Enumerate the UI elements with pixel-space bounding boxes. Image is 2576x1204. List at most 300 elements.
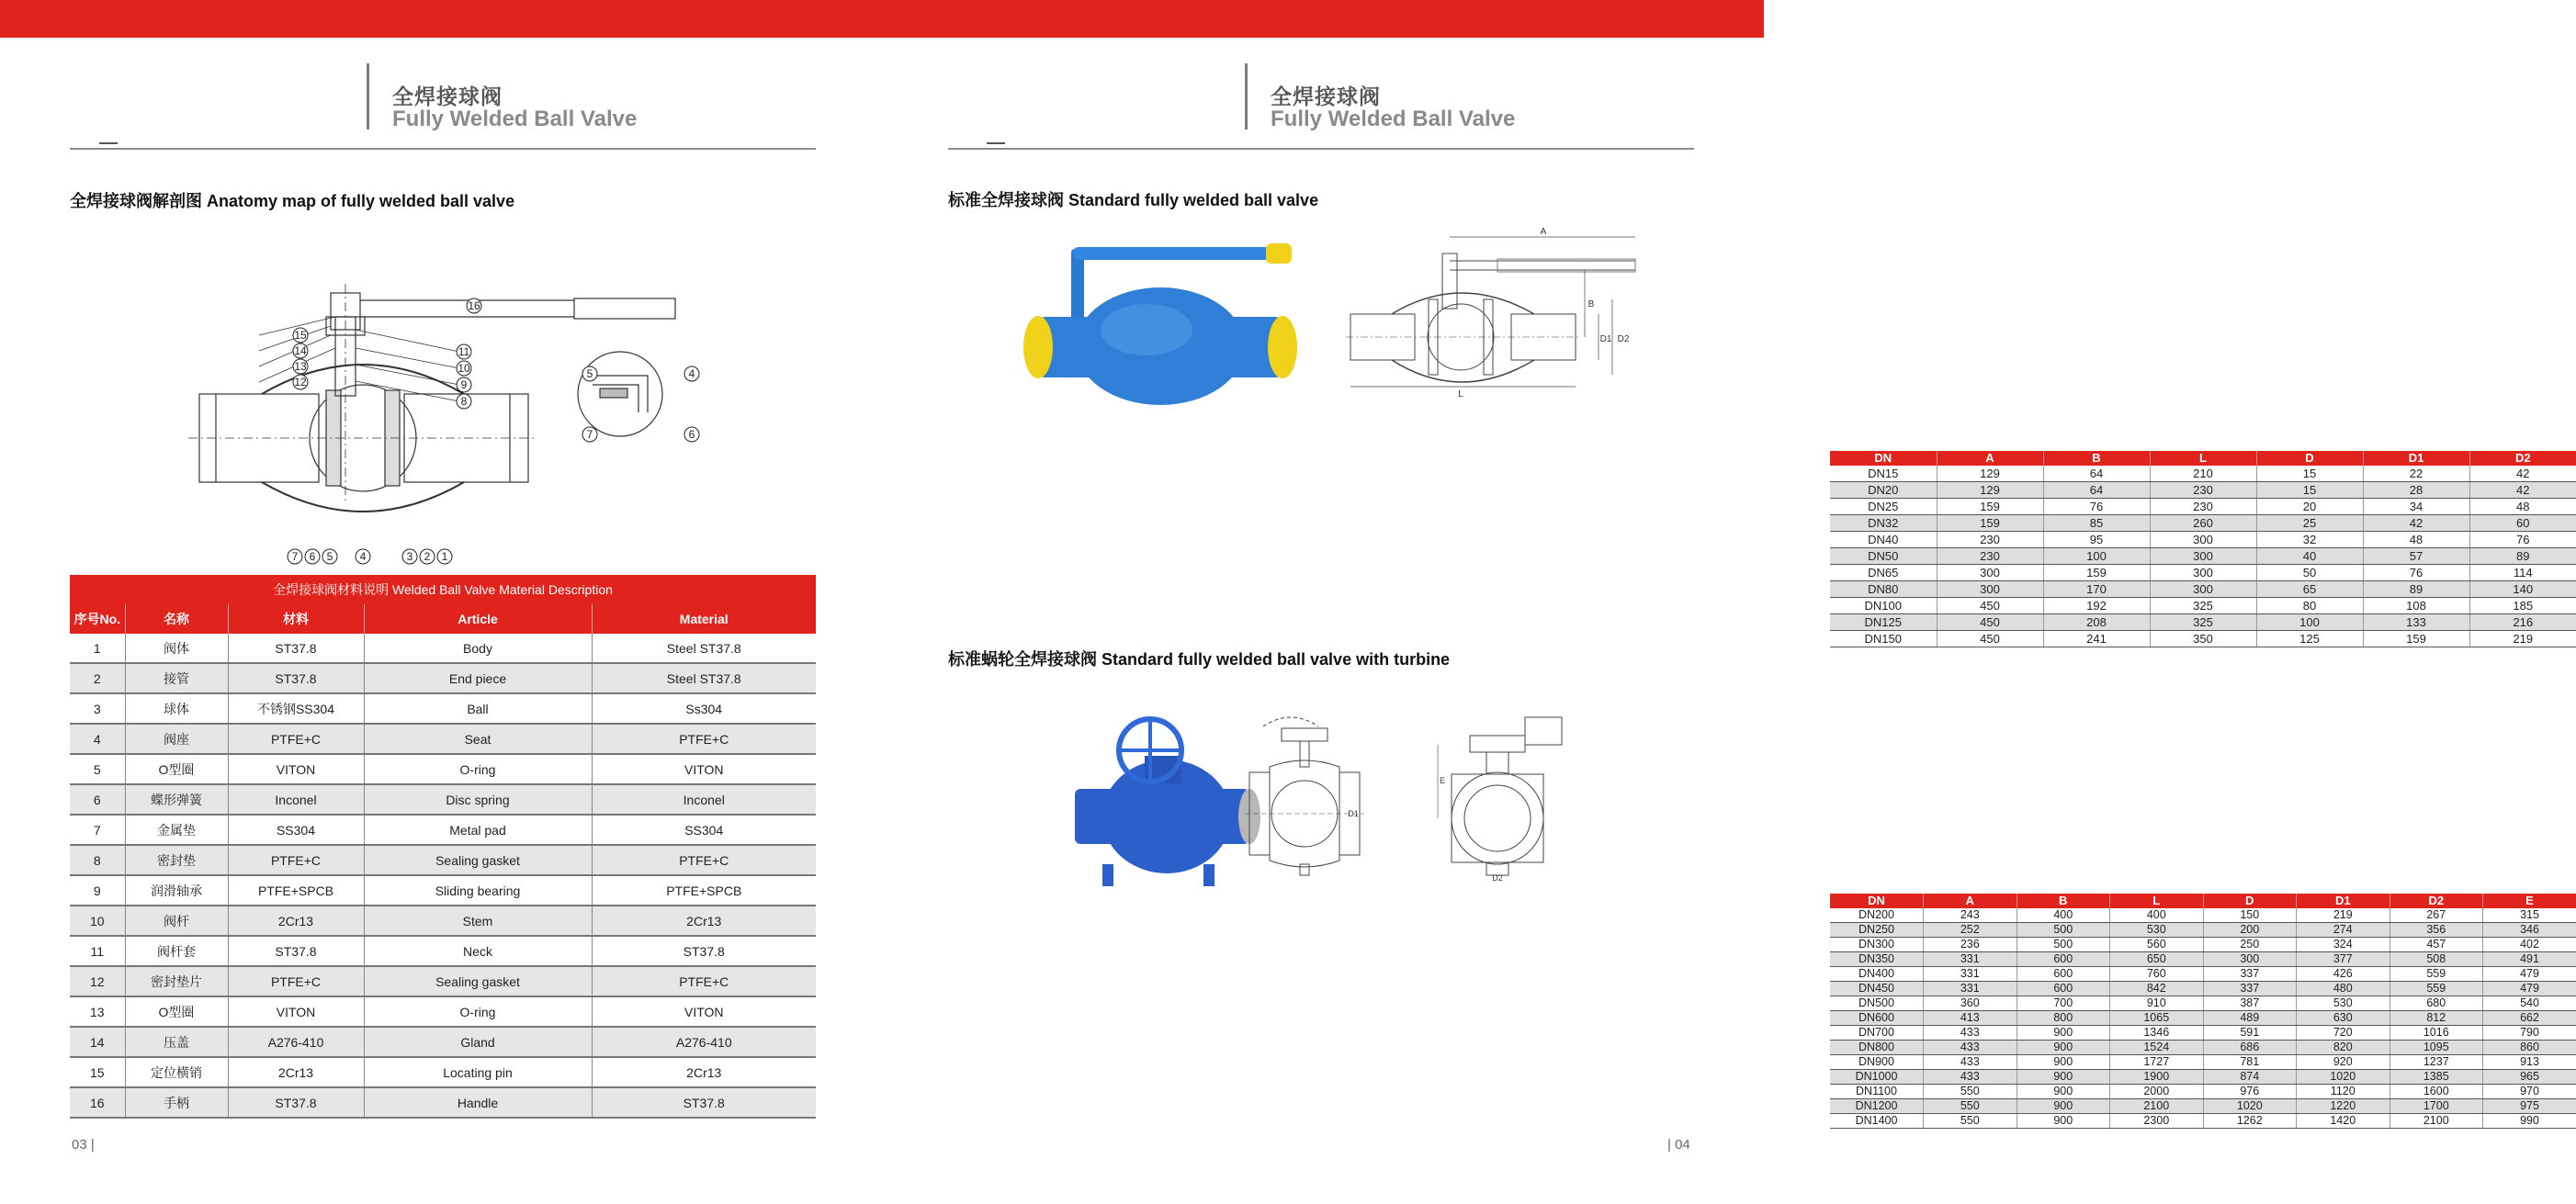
cell: 790 [2483,1026,2576,1041]
cell: 1 [70,634,125,663]
callout-15 [293,328,308,343]
table-row [1830,1114,2576,1129]
table-row [1830,1041,2576,1055]
cell: PTFE+C [592,724,816,754]
cell: Steel ST37.8 [592,634,816,663]
cell: DN32 [1830,515,1937,532]
cell: 100 [2256,614,2363,631]
callout-5-detail [582,366,597,381]
header-en-title: Fully Welded Ball Valve [1271,107,1516,131]
cell: 1237 [2390,1055,2483,1070]
cell: 89 [2363,581,2469,598]
callout-2 [420,549,435,564]
cell: 210 [2150,466,2256,482]
cell: SS304 [592,815,816,845]
dimension-table-header [1830,894,2576,908]
cell: 32 [2256,532,2363,548]
col-d: D [2256,451,2363,466]
anatomy-handle-grip [574,298,675,319]
col-d2: D2 [2469,451,2576,466]
table-row [1830,1011,2576,1026]
cell: Disc spring [364,784,592,815]
cell: DN200 [1830,908,1924,923]
cell: 325 [2150,614,2256,631]
table-row [70,724,816,754]
cell: DN1000 [1830,1070,1924,1085]
header-cn-title: 全焊接球阀 [392,84,503,108]
table-row [1830,1099,2576,1114]
cell: 630 [2297,1011,2390,1026]
table-row [1830,532,2576,548]
header-divider [1245,63,1248,129]
col-b: B [2017,894,2110,908]
table-row [1830,908,2576,923]
cell: 479 [2483,967,2576,982]
cell: Ball [364,693,592,724]
table-row [70,754,816,784]
header-material-cn: 材料 [228,604,364,634]
svg-text:5: 5 [326,550,333,563]
turbine-label-d1: D1 [1348,809,1359,818]
table-row [1830,923,2576,938]
cell: 1262 [2203,1114,2297,1129]
cell: DN450 [1830,982,1924,996]
cell: Steel ST37.8 [592,663,816,693]
table-row [1830,982,2576,996]
material-table-header [70,604,816,634]
cell: 28 [2363,482,2469,499]
top-red-band [0,0,1764,38]
cell: 42 [2469,466,2576,482]
cell: PTFE+SPCB [592,875,816,906]
cell: 360 [1924,996,2017,1011]
cell: DN125 [1830,614,1937,631]
cell: 2100 [2390,1114,2483,1129]
cell: 1524 [2110,1041,2204,1055]
cell: 159 [1937,499,2043,515]
cell: 140 [2469,581,2576,598]
cell: 25 [2256,515,2363,532]
cell: Ss304 [592,693,816,724]
cell: Inconel [592,784,816,815]
table-row [1830,466,2576,482]
callout-7-detail [582,427,597,442]
cell: 300 [2150,581,2256,598]
cell: PTFE+C [592,966,816,996]
cell: 16 [70,1087,125,1118]
cell: 874 [2203,1070,2297,1085]
cell: DN80 [1830,581,1937,598]
cell: 手柄 [125,1087,228,1118]
header-article: Article [364,604,592,634]
cell: 4 [70,724,125,754]
table-row [1830,967,2576,982]
col-a: A [1937,451,2043,466]
table-row [70,815,816,845]
cell: ST37.8 [228,634,364,663]
cell: 252 [1924,923,2017,938]
cell: 331 [1924,982,2017,996]
turbine-label-d2: D2 [1492,873,1503,883]
cell: 1220 [2297,1099,2390,1114]
cell: 76 [2469,532,2576,548]
cell: DN1400 [1830,1114,1924,1129]
cell: 559 [2390,982,2483,996]
cell: DN65 [1830,565,1937,581]
cell: 1727 [2110,1055,2204,1070]
cell: 540 [2483,996,2576,1011]
cell: DN700 [1830,1026,1924,1041]
cell: DN40 [1830,532,1937,548]
cell: 433 [1924,1026,2017,1041]
cell: 85 [2043,515,2150,532]
cell: 1385 [2390,1070,2483,1085]
dim-label-a: A [1540,227,1547,237]
standard-valve-dimension-table [1830,451,2576,647]
cell: 910 [2110,996,2204,1011]
table-row [1830,581,2576,598]
cell: DN800 [1830,1041,1924,1055]
callout-14 [293,343,308,358]
cell: VITON [592,754,816,784]
cell: 125 [2256,631,2363,647]
cell: ST37.8 [228,663,364,693]
cell: 720 [2297,1026,2390,1041]
cell: 80 [2256,598,2363,614]
cell: 433 [1924,1070,2017,1085]
cell: PTFE+C [228,845,364,875]
cell: 15 [70,1057,125,1087]
cell: 14 [70,1027,125,1057]
cell: 300 [1937,581,2043,598]
svg-text:16: 16 [468,299,480,312]
cell: 489 [2203,1011,2297,1026]
right-page [882,38,2539,1204]
cell: Sealing gasket [364,845,592,875]
turbine-valve-section-title: 标准蜗轮全焊接球阀 Standard fully welded ball valve with turbine [948,650,1451,669]
cell: Metal pad [364,815,592,845]
cell: 457 [2390,938,2483,952]
cell: 550 [1924,1085,2017,1099]
svg-text:2: 2 [424,550,431,563]
cell: 975 [2483,1099,2576,1114]
cell: 95 [2043,532,2150,548]
table-row [70,936,816,966]
header-name-cn: 名称 [125,604,228,634]
cell: 970 [2483,1085,2576,1099]
header-tick [987,142,1005,144]
cell: 550 [1924,1099,2017,1114]
cell: 2100 [2110,1099,2204,1114]
table-row [1830,482,2576,499]
cell: 686 [2203,1041,2297,1055]
cell: 491 [2483,952,2576,967]
callout-1 [437,549,452,564]
cell: 230 [1937,532,2043,548]
turbine-valve-dimension-table [1830,894,2576,1129]
cell: 15 [2256,482,2363,499]
cell: O-ring [364,754,592,784]
cell: DN600 [1830,1011,1924,1026]
cell: 250 [2203,938,2297,952]
col-d1: D1 [2297,894,2390,908]
callout-6-detail [684,427,699,442]
table-row [70,1087,816,1118]
cell: 260 [2150,515,2256,532]
callout-6 [305,549,320,564]
cell: 50 [2256,565,2363,581]
callout-9 [457,377,471,392]
table-row [70,1027,816,1057]
cell: 325 [2150,598,2256,614]
cell: DN300 [1830,938,1924,952]
callout-3 [402,549,417,564]
col-l: L [2150,451,2256,466]
cell: 159 [1937,515,2043,532]
cell: 2Cr13 [228,906,364,936]
page-number-right: | 04 [1667,1137,1690,1153]
cell: 159 [2363,631,2469,647]
cell: 3 [70,693,125,724]
cell: 650 [2110,952,2204,967]
cell: 300 [2150,565,2256,581]
header-cn-title: 全焊接球阀 [1271,84,1381,108]
cell: Neck [364,936,592,966]
callout-10 [457,361,471,376]
cell: 900 [2017,1055,2110,1070]
cell: Locating pin [364,1057,592,1087]
table-row [1830,515,2576,532]
cell: 356 [2390,923,2483,938]
svg-text:9: 9 [460,378,468,391]
col-e: E [2483,894,2576,908]
cell: 11 [70,936,125,966]
dimension-table-header [1830,451,2576,466]
cell: 450 [1937,614,2043,631]
table-row [1830,996,2576,1011]
callout-16 [467,298,481,313]
cell: DN400 [1830,967,1924,982]
cell: 12 [70,966,125,996]
cell: 40 [2256,548,2363,565]
cell: 100 [2043,548,2150,565]
cell: 蝶形弹簧 [125,784,228,815]
callout-5 [322,549,337,564]
cell: 2Cr13 [228,1057,364,1087]
cell: 559 [2390,967,2483,982]
header-no: 序号No. [70,604,125,634]
dim-label-d1: D1 [1599,334,1612,344]
cell: DN1100 [1830,1085,1924,1099]
standard-valve-section-title: 标准全焊接球阀 Standard fully welded ball valve [948,191,1319,209]
cell: 15 [2256,466,2363,482]
cell: 812 [2390,1011,2483,1026]
cell: 42 [2363,515,2469,532]
callout-8 [457,394,471,409]
cell: 57 [2363,548,2469,565]
header-tick [99,142,118,144]
svg-text:11: 11 [458,345,470,358]
table-row [70,966,816,996]
cell: End piece [364,663,592,693]
cell: 64 [2043,482,2150,499]
table-row [1830,565,2576,581]
cell: 密封垫 [125,845,228,875]
col-dn: DN [1830,894,1924,908]
cell: Seat [364,724,592,754]
table-row [1830,1026,2576,1041]
cell: 400 [2110,908,2204,923]
cell: 324 [2297,938,2390,952]
cell: 860 [2483,1041,2576,1055]
table-row [70,996,816,1027]
cell: A276-410 [228,1027,364,1057]
cell: 387 [2203,996,2297,1011]
cell: DN250 [1830,923,1924,938]
cell: Gland [364,1027,592,1057]
cell: 600 [2017,952,2110,967]
cell: 76 [2043,499,2150,515]
cell: 500 [2017,923,2110,938]
cell: 508 [2390,952,2483,967]
cell: 159 [2043,565,2150,581]
cell: 接管 [125,663,228,693]
cell: 900 [2017,1085,2110,1099]
col-d2: D2 [2390,894,2483,908]
cell: 300 [1937,565,2043,581]
cell: VITON [228,996,364,1027]
cell: VITON [228,754,364,784]
callout-4-detail [684,366,699,381]
cell: 1346 [2110,1026,2204,1041]
cell: 300 [2150,532,2256,548]
cell: 530 [2297,996,2390,1011]
cell: 560 [2110,938,2204,952]
svg-text:6: 6 [688,428,695,441]
svg-text:8: 8 [460,395,468,408]
col-l: L [2110,894,2204,908]
svg-text:14: 14 [294,344,307,357]
table-row [70,875,816,906]
table-row [1830,1085,2576,1099]
table-row [70,784,816,815]
svg-text:13: 13 [294,360,307,373]
cell: 1600 [2390,1085,2483,1099]
cell: O型圈 [125,754,228,784]
cell: 150 [2203,908,2297,923]
cell: 337 [2203,967,2297,982]
col-d1: D1 [2363,451,2469,466]
cell: 185 [2469,598,2576,614]
cell: ST37.8 [592,1087,816,1118]
cell: 350 [2150,631,2256,647]
cell: 1120 [2297,1085,2390,1099]
cell: 2 [70,663,125,693]
cell: 89 [2469,548,2576,565]
cell: 216 [2469,614,2576,631]
cell: 22 [2363,466,2469,482]
cell: 900 [2017,1114,2110,1129]
cell: 1065 [2110,1011,2204,1026]
cell: 920 [2297,1055,2390,1070]
cell: 976 [2203,1085,2297,1099]
cell: ST37.8 [592,936,816,966]
cell: 60 [2469,515,2576,532]
cell: A276-410 [592,1027,816,1057]
dim-label-b: B [1587,299,1595,309]
cell: 2Cr13 [592,1057,816,1087]
cell: 129 [1937,482,2043,499]
cell: 129 [1937,466,2043,482]
cell: 300 [2203,952,2297,967]
table-row [70,634,816,663]
cell: 913 [2483,1055,2576,1070]
table-row [1830,952,2576,967]
cell: 480 [2297,982,2390,996]
svg-text:7: 7 [586,428,593,441]
anatomy-diagram [188,256,703,568]
cell: 600 [2017,967,2110,982]
cell: 500 [2017,938,2110,952]
cell: ST37.8 [228,936,364,966]
cell: DN25 [1830,499,1937,515]
cell: 315 [2483,908,2576,923]
table-row [70,693,816,724]
cell: 阀杆 [125,906,228,936]
cell: 900 [2017,1099,2110,1114]
svg-text:12: 12 [294,376,307,388]
col-a: A [1924,894,2017,908]
cell: 133 [2363,614,2469,631]
cell: 550 [1924,1114,2017,1129]
cell: 433 [1924,1041,2017,1055]
left-page [0,38,882,1204]
cell: 192 [2043,598,2150,614]
standard-valve-photo [1018,229,1303,422]
table-row [1830,1070,2576,1085]
turbine-label-e: E [1439,776,1446,785]
cell: 600 [2017,982,2110,996]
cell: 1095 [2390,1041,2483,1055]
cell: 9 [70,875,125,906]
cell: 不锈钢SS304 [228,693,364,724]
cell: DN100 [1830,598,1937,614]
cell: 450 [1937,598,2043,614]
cell: 346 [2483,923,2576,938]
svg-text:6: 6 [309,550,316,563]
cell: 243 [1924,908,2017,923]
cell: DN150 [1830,631,1937,647]
cell: 331 [1924,967,2017,982]
cell: 170 [2043,581,2150,598]
cell: 48 [2469,499,2576,515]
svg-text:15: 15 [294,329,307,342]
cell: PTFE+C [228,724,364,754]
cell: 1900 [2110,1070,2204,1085]
callout-12 [293,375,308,389]
col-d: D [2203,894,2297,908]
cell: 402 [2483,938,2576,952]
cell: 42 [2469,482,2576,499]
cell: 230 [2150,499,2256,515]
svg-text:4: 4 [688,367,695,380]
cell: 6 [70,784,125,815]
cell: 108 [2363,598,2469,614]
dim-label-d2: D2 [1617,334,1630,344]
cell: 990 [2483,1114,2576,1129]
cell: 2000 [2110,1085,2204,1099]
table-row [70,845,816,875]
